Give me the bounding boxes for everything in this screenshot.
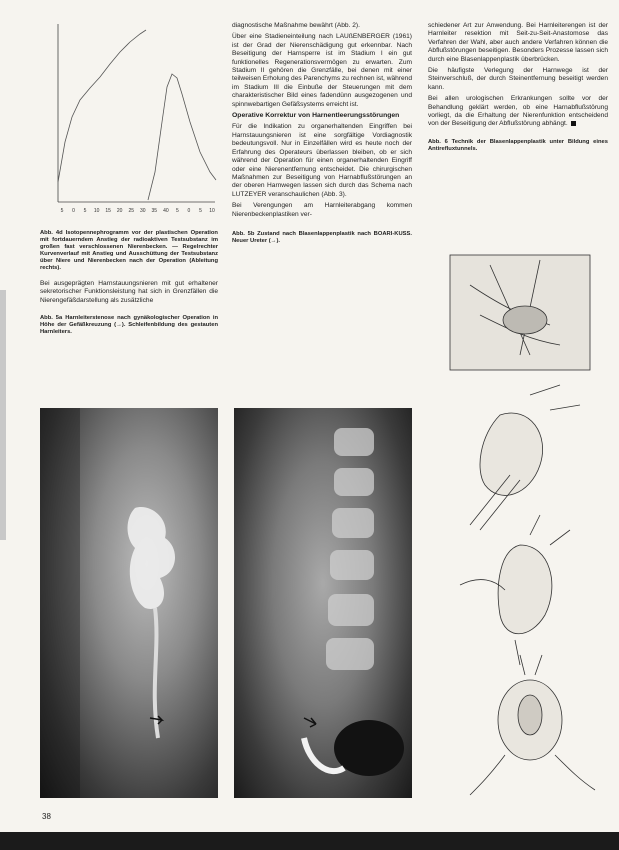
x-tick-label: 5 (83, 208, 87, 214)
x-tick-label: 5 (199, 208, 202, 214)
x-tick-label: 0 (187, 208, 191, 214)
col2-para-2: Über eine Stadieneinteilung nach LAUßENBERGER (1961) ist der Grad der Nierenschädigung gut erkennbar. Nach Beseitigung der Harnsperre ist im Stadium I ein gut funktionelles Regenerationsvermögen zu erwarten. Zum Stadium II gehören die Grenzfälle, bei denen mit einer teilweisen Erholung des Parenchyms zu rechnen ist, während im Stadium III die Einbuße der Steuerungen mit dem charakteristischer Bild eines fadendünn ausgezogenen und spinnwebartigen Gefäßsystems erreicht ist. (232, 33, 412, 108)
figure-5a-label: Abb. 5a (40, 315, 63, 322)
col1-body-text: Bei ausgeprägten Harnstauungsnieren mit gut erhaltener sekretorischer Funktionsleistung hat sich in Grenzfällen die Nierengefäßdarstellung als zusätzliche (40, 280, 218, 304)
xray-5b-drawing (234, 408, 412, 798)
surgical-drawings (430, 245, 608, 805)
page-number: 38 (42, 812, 51, 821)
figure-5a-caption (40, 315, 218, 336)
ureter-arrow-icon (304, 718, 316, 727)
end-of-article-square-icon (571, 121, 576, 126)
col3-para-1: schiedener Art zur Anwendung. Bei Harnleiterengen ist der Harnleiter resektion mit Seit-zu-Seit-Anastomose das Verfahren der Wahl, aber auch andere Verfahren können die Abflußstörungen beseitigen. Besonders Prozesse lassen sich durch eine Blasenlappenplastik überbrücken. (428, 22, 608, 63)
column-2 (232, 22, 412, 248)
scan-edge-shadow (0, 290, 6, 540)
drawing-4-anastomosis (470, 655, 595, 795)
figure-5b-caption-text: Zustand nach Blasenlappenplastik nach BOARI-KUSS. Neuer Ureter (→). (232, 230, 412, 244)
x-tick-label: 35 (151, 208, 158, 214)
col3-para-2: Die häufigste Verlegung der Harnwege ist der Steinverschluß, der durch Steinentfernung beseitigt werden kann. (428, 67, 608, 91)
x-tick-label: 30 (139, 208, 146, 214)
figure-5b-label: Abb. 5b (232, 230, 255, 237)
nephrogram-chart (40, 22, 218, 227)
xray-shadow (40, 408, 80, 798)
x-tick-label: 0 (72, 208, 75, 214)
xray-figure-5a (40, 408, 218, 798)
drawing-2-tube-formation (470, 385, 580, 530)
x-tick-label: 5 (60, 208, 64, 214)
col2-para-4: Bei Verengungen am Harnleiterabgang kommen Nierenbeckenplastiken ver- (232, 202, 412, 218)
xray-figure-5b (234, 408, 412, 798)
figure-4d-caption-text: Isotopennephrogramm vor der plastischen Operation mit fortdauerndem Anstieg der radioaktiven Testsubstanz im großen fast verschlossenen Nierenbecken. — Regelrechter Kurvenverlauf mit Anstieg und Ausschüttung der Testsubstanz über Niere und Nierenbecken nach der Operation (Ableitung rechts). (40, 230, 218, 271)
drawing-1-bladder-flap (450, 255, 590, 370)
figure-6-label: Abb. 6 (428, 138, 448, 145)
spine-vertebrae (326, 428, 374, 670)
xray-5a-drawing (40, 408, 218, 798)
x-tick-label: 15 (105, 208, 111, 214)
figure-4d-label: Abb. 4d (40, 230, 63, 236)
x-tick-label: 10 (209, 208, 215, 214)
x-tick-label: 25 (128, 208, 135, 214)
surgical-technique-figure-6 (430, 245, 608, 805)
figure-4d-caption (40, 230, 218, 272)
curve-after-operation (148, 74, 216, 200)
col2-para-3: Für die Indikation zu organerhaltenden Eingriffen bei Harnstauungsnieren ist eine sorgfältige Vordiagnostik bedeutungsvoll. Nur in Einzelfällen wird es heute noch der Erfahrung des Operateurs überlassen bleiben, ob er sich während der Operation für einen organerhaltenden Eingriff oder eine Nierenentfernung entscheidet. Die chirurgischen Maßnahmen zur Beseitigung von Harnabflußstörungen an der oberen Harnwegen lassen sich durch das Schema nach LUTZEYER veranschaulichen (Abb. 3). (232, 123, 412, 198)
section-heading: Operative Korrektur von Harnentleerungsstörungen (232, 112, 400, 120)
bladder-shadow (334, 720, 404, 776)
x-tick-label: 20 (116, 208, 123, 214)
column-1 (40, 230, 218, 339)
figure-6-caption (428, 139, 608, 153)
figure-6-caption-text: Technik der Blasenlappenplastik unter Bildung eines Antirefluxtunnels. (428, 138, 608, 152)
column-3 (428, 22, 608, 156)
x-axis-ticks (61, 208, 215, 214)
col2-para-1: diagnostische Maßnahme bewährt (Abb. 2). (232, 22, 360, 29)
isotope-nephrogram-figure (40, 22, 218, 227)
renal-pelvis-contrast (128, 507, 176, 609)
x-tick-label: 10 (93, 208, 100, 214)
drawing-3-tunnel (460, 515, 570, 665)
figure-5b-caption (232, 231, 412, 245)
x-tick-label: 5 (175, 208, 179, 214)
scan-bottom-band (0, 832, 619, 850)
figure-5a-caption-text: Harnleiterstenose nach gynäkologischer Operation in Höhe der Gefäßkreuzung (→). Schleifenbildung des gestauten Harnleiters. (40, 315, 219, 336)
curve-before-operation (58, 30, 146, 182)
chart-caption-box (40, 217, 218, 219)
col3-para-3-text: Bei allen urologischen Erkrankungen sollte vor der Behandlung geklärt werden, ob eine Harnabflußstörung vorliegt, da die Erhaltung der Nierenfunktion entscheidend von der Beseitigung der Abflußstörung abhängt. (428, 95, 608, 128)
x-tick-label: 40 (163, 208, 169, 214)
col3-para-3 (428, 95, 608, 129)
